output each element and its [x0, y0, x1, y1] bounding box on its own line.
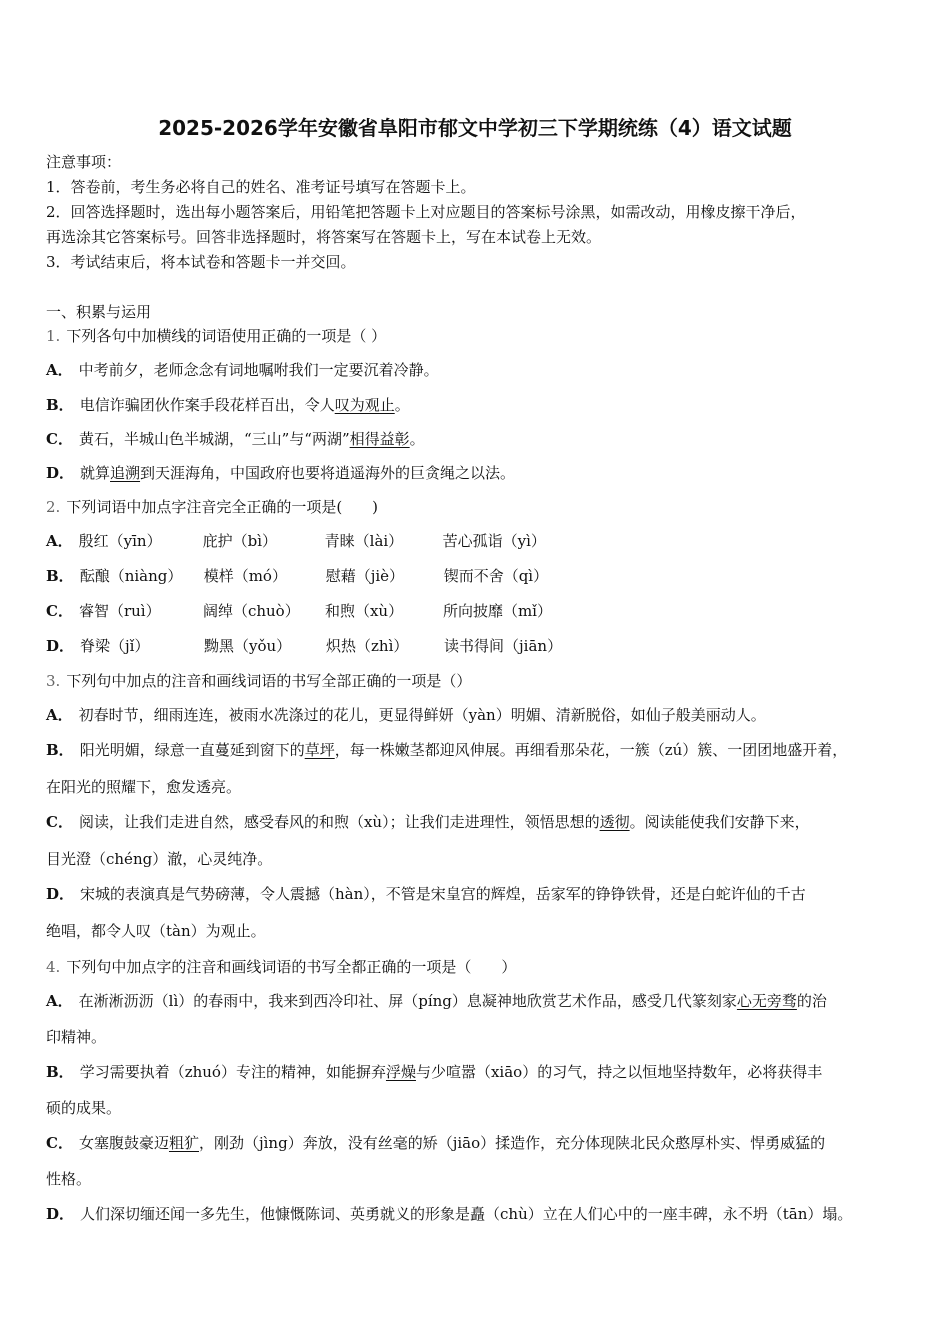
- option-word: 锲而不舍（qì）: [443, 567, 549, 585]
- notice-item: 2．回答选择题时，选出每小题答案后，用铅笔把答题卡上对应题目的答案标号涂黑，如需改动，用橡皮擦干净后，: [46, 203, 806, 221]
- q4-option-a: [46, 991, 827, 1011]
- question-4-stem: [46, 957, 516, 977]
- notice-item: 1．答卷前，考生务必将自己的姓名、准考证号填写在答题卡上。: [46, 178, 476, 196]
- option-label: D．: [46, 1205, 75, 1223]
- q1-option-a: [46, 360, 439, 380]
- option-word: 炽热（zhì）: [326, 637, 409, 655]
- option-word: 读书得间（jiān）: [444, 637, 563, 655]
- option-text: 。阅读能使我们安静下来，: [629, 813, 810, 831]
- option-label: B．: [46, 567, 74, 585]
- underlined-word: 心无旁骛: [736, 992, 797, 1010]
- underlined-word: 粗犷: [168, 1134, 199, 1152]
- q4-option-c-continued: 性格。: [46, 1170, 92, 1188]
- option-label: B．: [46, 1063, 74, 1081]
- option-word: 睿智（ruì）: [78, 602, 161, 620]
- option-text: 电信诈骗团伙作案手段花样百出，令人: [79, 396, 335, 414]
- q3-option-d: [46, 884, 806, 904]
- option-label: A．: [46, 706, 73, 724]
- question-number: 4.: [46, 958, 61, 976]
- option-word: 所向披靡（mǐ）: [442, 602, 552, 620]
- question-2-stem: [46, 497, 378, 517]
- question-text: 下列句中加点字的注音和画线词语的书写全都正确的一项是（ ）: [66, 958, 517, 976]
- option-text: 的治: [796, 992, 827, 1010]
- option-word: 阔绰（chuò）: [202, 602, 300, 620]
- option-text: 与少喧嚣（xiāo）的习气，持之以恒地坚持数年，必将获得丰: [415, 1063, 823, 1081]
- notice-item: 3．考试结束后，将本试卷和答题卡一并交回。: [46, 253, 356, 271]
- option-text: 。: [409, 430, 425, 448]
- option-text: 在淅淅沥沥（lì）的春雨中，我来到西冷印社、屏（píng）息凝神地欣赏艺术作品，感受几代篆刻家: [78, 992, 737, 1010]
- q3-option-d-continued: 绝唱，都令人叹（tàn）为观止。: [46, 922, 266, 940]
- option-label: A．: [46, 992, 73, 1010]
- question-number: 1.: [46, 327, 61, 345]
- option-label: B．: [46, 741, 74, 759]
- option-text: 黄石，半城山色半城湖，“三山”与“两湖”: [78, 430, 350, 448]
- option-label: C．: [46, 430, 73, 448]
- q1-option-d: [46, 463, 515, 483]
- section-heading: 一、积累与运用: [46, 303, 152, 321]
- q2-option-c: [46, 601, 552, 621]
- option-word: 脊梁（jǐ）: [80, 637, 150, 655]
- underlined-word: 追溯: [110, 464, 141, 482]
- q3-option-b: [46, 740, 847, 760]
- option-word: 苦心孤诣（yì）: [442, 532, 546, 550]
- q1-option-b: [46, 395, 410, 415]
- notice-heading: 注意事项：: [46, 153, 122, 171]
- option-label: A．: [46, 532, 73, 550]
- q4-option-b: [46, 1062, 822, 1082]
- underlined-word: 叹为观止: [334, 396, 395, 414]
- q2-option-d: [46, 636, 562, 656]
- underlined-word: 浮燥: [385, 1063, 416, 1081]
- q4-option-d: [46, 1204, 852, 1224]
- question-text: 下列各句中加横线的词语使用正确的一项是（ ）: [66, 327, 387, 345]
- option-text: 就算: [80, 464, 111, 482]
- option-text: ，每一株嫩茎都迎风伸展。再细看那朵花，一簇（zú）簇、一团团地盛开着，: [334, 741, 848, 759]
- option-label: A．: [46, 361, 73, 379]
- option-text: 阅读，让我们走进自然，感受春风的和煦（xù）；让我们走进理性，领悟思想的: [78, 813, 600, 831]
- option-text: 阳光明媚，绿意一直蔓延到窗下的: [79, 741, 305, 759]
- option-word: 庇护（bì）: [202, 532, 278, 550]
- underlined-word: 草坪: [304, 741, 335, 759]
- q3-option-b-continued: 在阳光的照耀下，愈发透亮。: [46, 778, 242, 796]
- option-word: 黝黑（yǒu）: [204, 637, 292, 655]
- option-text: 宋城的表演真是气势磅薄，令人震撼（hàn），不管是宋皇宫的辉煌，岳家军的铮铮铁骨，还是白蛇许仙的千古: [80, 885, 806, 903]
- q3-option-a: [46, 705, 766, 725]
- option-label: D．: [46, 637, 75, 655]
- option-label: C．: [46, 602, 73, 620]
- option-word: 殷红（yīn）: [78, 532, 162, 550]
- question-1-stem: [46, 326, 386, 346]
- question-3-stem: [46, 671, 471, 691]
- option-text: 到天涯海角，中国政府也要将逍遥海外的巨贪绳之以法。: [140, 464, 516, 482]
- q2-option-a: [46, 531, 546, 551]
- option-label: D．: [46, 464, 75, 482]
- q3-option-c-continued: 目光澄（chéng）澈，心灵纯净。: [46, 850, 273, 868]
- option-word: 青睐（lài）: [324, 532, 404, 550]
- q4-option-c: [46, 1133, 825, 1153]
- underlined-word: 透彻: [599, 813, 630, 831]
- q4-option-a-continued: 印精神。: [46, 1028, 107, 1046]
- q4-option-b-continued: 硕的成果。: [46, 1099, 122, 1117]
- option-text: 初春时节，细雨连连，被雨水冼涤过的花儿，更显得鲜妍（yàn）明媚、清新脱俗，如仙子般美丽动人。: [78, 706, 766, 724]
- option-text: 中考前夕，老师念念有词地嘱咐我们一定要沉着冷静。: [78, 361, 439, 379]
- option-word: 模样（mó）: [203, 567, 287, 585]
- option-word: 和煦（xù）: [324, 602, 404, 620]
- option-text: 人们深切缅还闻一多先生，他慷慨陈词、英勇就义的形象是矗（chù）立在人们心中的一座丰碑，永不坍（tān）塌。: [80, 1205, 853, 1223]
- question-text: 下列句中加点的注音和画线词语的书写全部正确的一项是（）: [66, 672, 472, 690]
- question-number: 3.: [46, 672, 61, 690]
- option-text: 。: [394, 396, 410, 414]
- option-label: B．: [46, 396, 74, 414]
- option-word: 酝酿（niàng）: [79, 567, 183, 585]
- question-text: 下列词语中加点字注音完全正确的一项是( ): [66, 498, 379, 516]
- option-label: C．: [46, 813, 73, 831]
- option-text: 学习需要执着（zhuó）专注的精神，如能摒弃: [79, 1063, 386, 1081]
- q2-option-b: [46, 566, 548, 586]
- notice-item: 再选涂其它答案标号。回答非选择题时，将答案写在答题卡上，写在本试卷上无效。: [46, 228, 602, 246]
- page-title: 2025-2026学年安徽省阜阳市郁文中学初三下学期统练（4）语文试题: [158, 116, 792, 140]
- option-label: D．: [46, 885, 75, 903]
- option-word: 慰藉（jiè）: [325, 567, 405, 585]
- question-number: 2.: [46, 498, 61, 516]
- option-text: 女塞腹鼓豪迈: [78, 1134, 169, 1152]
- option-text: ，刚劲（jìng）奔放，没有丝毫的矫（jiāo）揉造作，充分体现陕北民众憨厚朴实、悍勇威猛的: [198, 1134, 826, 1152]
- q1-option-c: [46, 429, 425, 449]
- option-label: C．: [46, 1134, 73, 1152]
- underlined-word: 相得益彰: [349, 430, 410, 448]
- q3-option-c: [46, 812, 810, 832]
